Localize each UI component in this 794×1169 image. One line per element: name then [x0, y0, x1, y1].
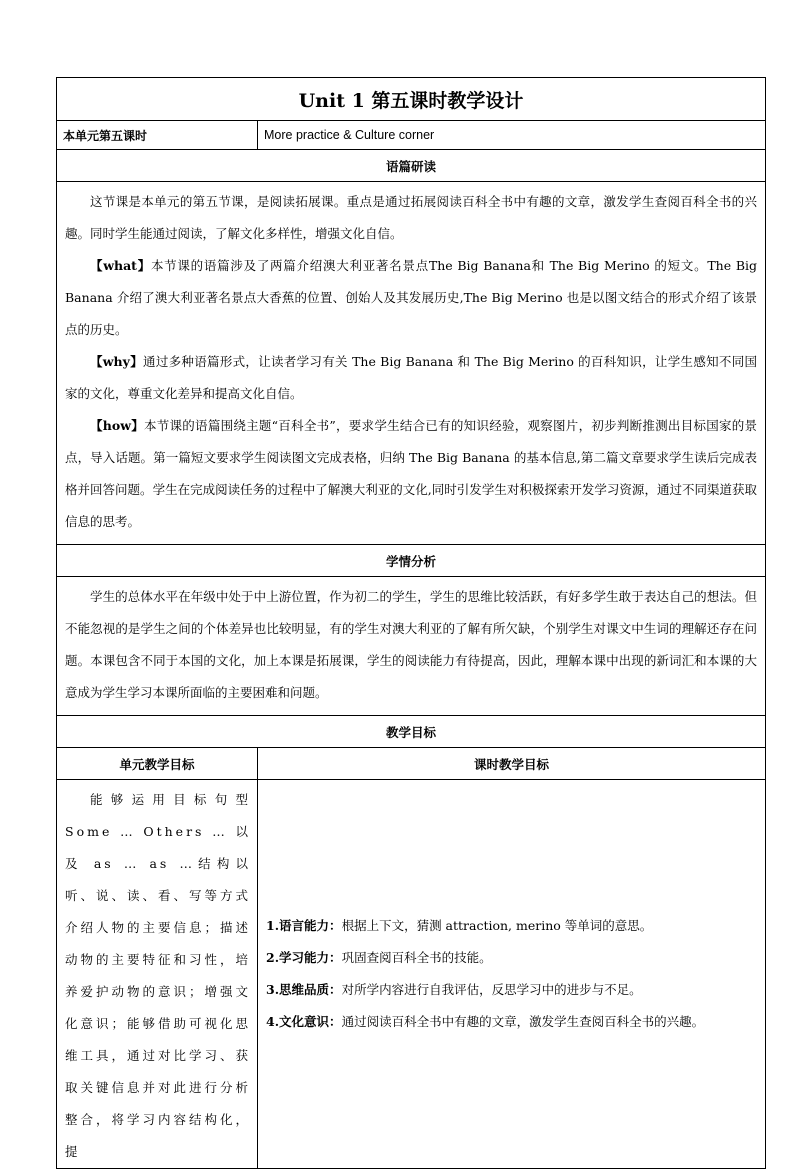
unit-objectives-cell [57, 780, 258, 1169]
how-label: 【how】 [90, 418, 144, 433]
text-study-body [57, 182, 766, 545]
learner-analysis-body [57, 577, 766, 716]
lesson-value: More practice & Culture corner [258, 121, 766, 150]
document-title: Unit 1 第五课时教学设计 [57, 78, 766, 121]
lesson-objective-item: 3.思维品质：对所学内容进行自我评估，反思学习中的进步与不足。 [266, 982, 642, 997]
what-paragraph [65, 250, 757, 346]
lesson-objective-item: 4.文化意识：通过阅读百科全书中有趣的文章，激发学生查阅百科全书的兴趣。 [266, 1014, 705, 1029]
objectives-heading: 教学目标 [57, 716, 766, 748]
why-paragraph [65, 346, 757, 410]
lesson-objective-item: 1.语言能力：根据上下文，猜测 attraction, merino 等单词的意思。 [266, 918, 653, 933]
what-text: 本节课的语篇涉及了两篇介绍澳大利亚著名景点The Big Banana和 The Big Merino 的短文。The Big Banana 介绍了澳大利亚著名景点大香蕉的位置、创始人及其发展历史,The Big Merino 也是以图文结合的形式介绍了该景点的历史。 [65, 258, 758, 337]
learner-analysis-heading: 学情分析 [57, 545, 766, 577]
unit-objectives-header: 单元教学目标 [57, 748, 258, 780]
why-text: 通过多种语篇形式，让读者学习有关 The Big Banana 和 The Big Merino 的百科知识，让学生感知不同国家的文化，尊重文化差异和提高文化自信。 [65, 354, 758, 401]
lesson-plan-table [56, 77, 766, 1169]
lesson-objective-item: 2.学习能力：巩固查阅百科全书的技能。 [266, 950, 492, 965]
learner-analysis-text: 学生的总体水平在年级中处于中上游位置，作为初二的学生，学生的思维比较活跃，有好多学生敢于表达自己的想法。但不能忽视的是学生之间的个体差异也比较明显，有的学生对澳大利亚的了解有所欠缺，个别学生对课文中生词的理解还存在问题。本课包含不同于本国的文化，加上本课是拓展课，学生的阅读能力有待提高，因此，理解本课中出现的新词汇和本课的大意成为学生学习本课所面临的主要困难和问题。 [65, 589, 758, 700]
lesson-objectives-header: 课时教学目标 [258, 748, 766, 780]
what-label: 【what】 [90, 258, 151, 273]
lesson-objectives-cell [258, 780, 766, 1169]
text-study-intro: 这节课是本单元的第五节课，是阅读拓展课。重点是通过拓展阅读百科全书中有趣的文章，激发学生查阅百科全书的兴趣。同时学生能通过阅读，了解文化多样性，增强文化自信。 [65, 194, 758, 241]
why-label: 【why】 [90, 354, 144, 369]
unit-objectives-text: 能够运用目标句型 Some … Others … 以及 as … as …结构以听、说、读、看、写等方式介绍人物的主要信息；描述动物的主要特征和习性，培养爱护动物的意识；增强文化意识；能够借助可视化思维工具，通过对比学习、获取关键信息并对此进行分析整合，将学习内容结构化，提 [65, 792, 252, 1159]
how-text: 本节课的语篇围绕主题“百科全书”，要求学生结合已有的知识经验，观察图片，初步判断推测出目标国家的景点，导入话题。第一篇短文要求学生阅读图文完成表格，归纳 The Big Banana 的基本信息,第二篇文章要求学生读后完成表格并回答问题。学生在完成阅读任务的过程中了解澳大利亚的文化,同时引发学生对积极探索开发学习资源，通过不同渠道获取信息的思考。 [65, 418, 758, 529]
how-paragraph [65, 410, 757, 538]
text-study-heading: 语篇研读 [57, 150, 766, 182]
lesson-label: 本单元第五课时 [57, 121, 258, 150]
